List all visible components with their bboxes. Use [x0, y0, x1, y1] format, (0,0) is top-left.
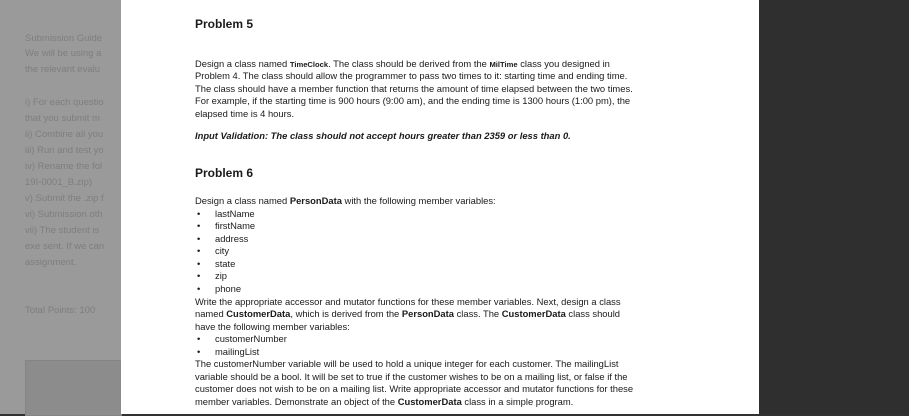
problem6-line: The customerNumber variable will be used to hold a unique integer for each customer. The mailingList — [195, 358, 619, 369]
problem6-line: variable should be a bool. It will be set to true if the customer wishes to be on a mailing list, or false if the — [195, 370, 628, 382]
bg-text-line: iii) Run and test yo — [25, 145, 104, 156]
class-name: CustomerData — [501, 308, 566, 319]
bg-text-line: i) For each questio — [25, 97, 104, 108]
text: member variables. Demonstrate an object of the — [195, 395, 398, 407]
text: class. The — [453, 308, 502, 319]
bg-text-line: vi) Submission oth — [25, 209, 103, 220]
text: . The class should be derived from the — [328, 58, 490, 69]
text: class you designed in — [517, 58, 610, 69]
bg-text-line: that you submit m — [25, 113, 100, 124]
text: with the following member variables: — [341, 195, 496, 206]
problem5-line: elapsed time is 4 hours. — [195, 107, 295, 119]
text: Design a class named — [195, 195, 290, 206]
text: , which is derived from the — [290, 308, 402, 319]
member-item: • firstName — [215, 220, 255, 233]
class-name: TimeClock — [289, 60, 329, 69]
input-validation: Input Validation: The class should not accept hours greater than 2359 or less than 0. — [195, 130, 571, 141]
bg-text-line: Submission Guide — [25, 33, 103, 44]
problem6-line: customer does not wish to be on a mailing list. Write appropriate accessor and mutator functions for these — [195, 383, 634, 394]
problem6-intro — [195, 195, 685, 208]
problem6-heading: Problem 6 — [195, 166, 254, 180]
problem5-line: Problem 4. The class should allow the programmer to pass two times to it: starting time and ending time. — [195, 70, 628, 81]
member-item: • phone — [215, 283, 241, 296]
problem6-line — [195, 308, 685, 321]
member-item: • zip — [215, 270, 227, 283]
bg-text-line: assignment. — [25, 257, 77, 268]
bg-text-line: 19I-0001_B.zip) — [25, 177, 93, 188]
bg-text-line: the relevant evalu — [25, 64, 100, 75]
right-overlay — [759, 0, 909, 414]
bg-text-line: We will be using a — [25, 48, 102, 59]
bg-card — [25, 360, 122, 416]
class-name: CustomerData — [226, 308, 291, 319]
problem5-line: The class should have a member function that returns the amount of time elapsed between the two times. — [195, 82, 633, 94]
bg-text-line: ii) Combine all you — [25, 129, 104, 140]
problem6-line: have the following member variables: — [195, 320, 350, 332]
bg-total-points: Total Points: 100 — [25, 305, 96, 316]
text: class should — [565, 308, 621, 319]
class-name: PersonData — [289, 195, 342, 206]
bg-text-line: iv) Rename the fol — [25, 161, 103, 172]
problem6-line: Write the appropriate accessor and mutator functions for these member variables. Next, design a class — [195, 295, 621, 307]
document-page[interactable] — [121, 0, 759, 414]
bg-text-line: v) Submit the .zip f — [25, 193, 104, 204]
member-item: • state — [215, 258, 235, 271]
text: named — [195, 308, 227, 319]
class-name: PersonData — [401, 308, 454, 319]
member-item: • mailingList — [215, 346, 259, 359]
text: Design a class named — [195, 58, 290, 69]
member-item: • customerNumber — [215, 333, 287, 346]
problem5-heading: Problem 5 — [195, 17, 254, 31]
text: class in a simple program. — [461, 395, 574, 407]
member-item: • lastName — [215, 208, 255, 221]
bg-text-line: vii) The student is — [25, 225, 100, 236]
class-name: CustomerData — [397, 395, 462, 407]
problem5-line: For example, if the starting time is 900 hours (9:00 am), and the ending time is 1300 hours (1:00 pm), the — [195, 95, 631, 106]
problem6-line — [195, 396, 685, 409]
member-item: • city — [215, 245, 229, 258]
member-item: • address — [215, 233, 248, 246]
bg-text-line: exe sent. If we can — [25, 241, 105, 252]
class-name: MilTime — [489, 60, 518, 69]
